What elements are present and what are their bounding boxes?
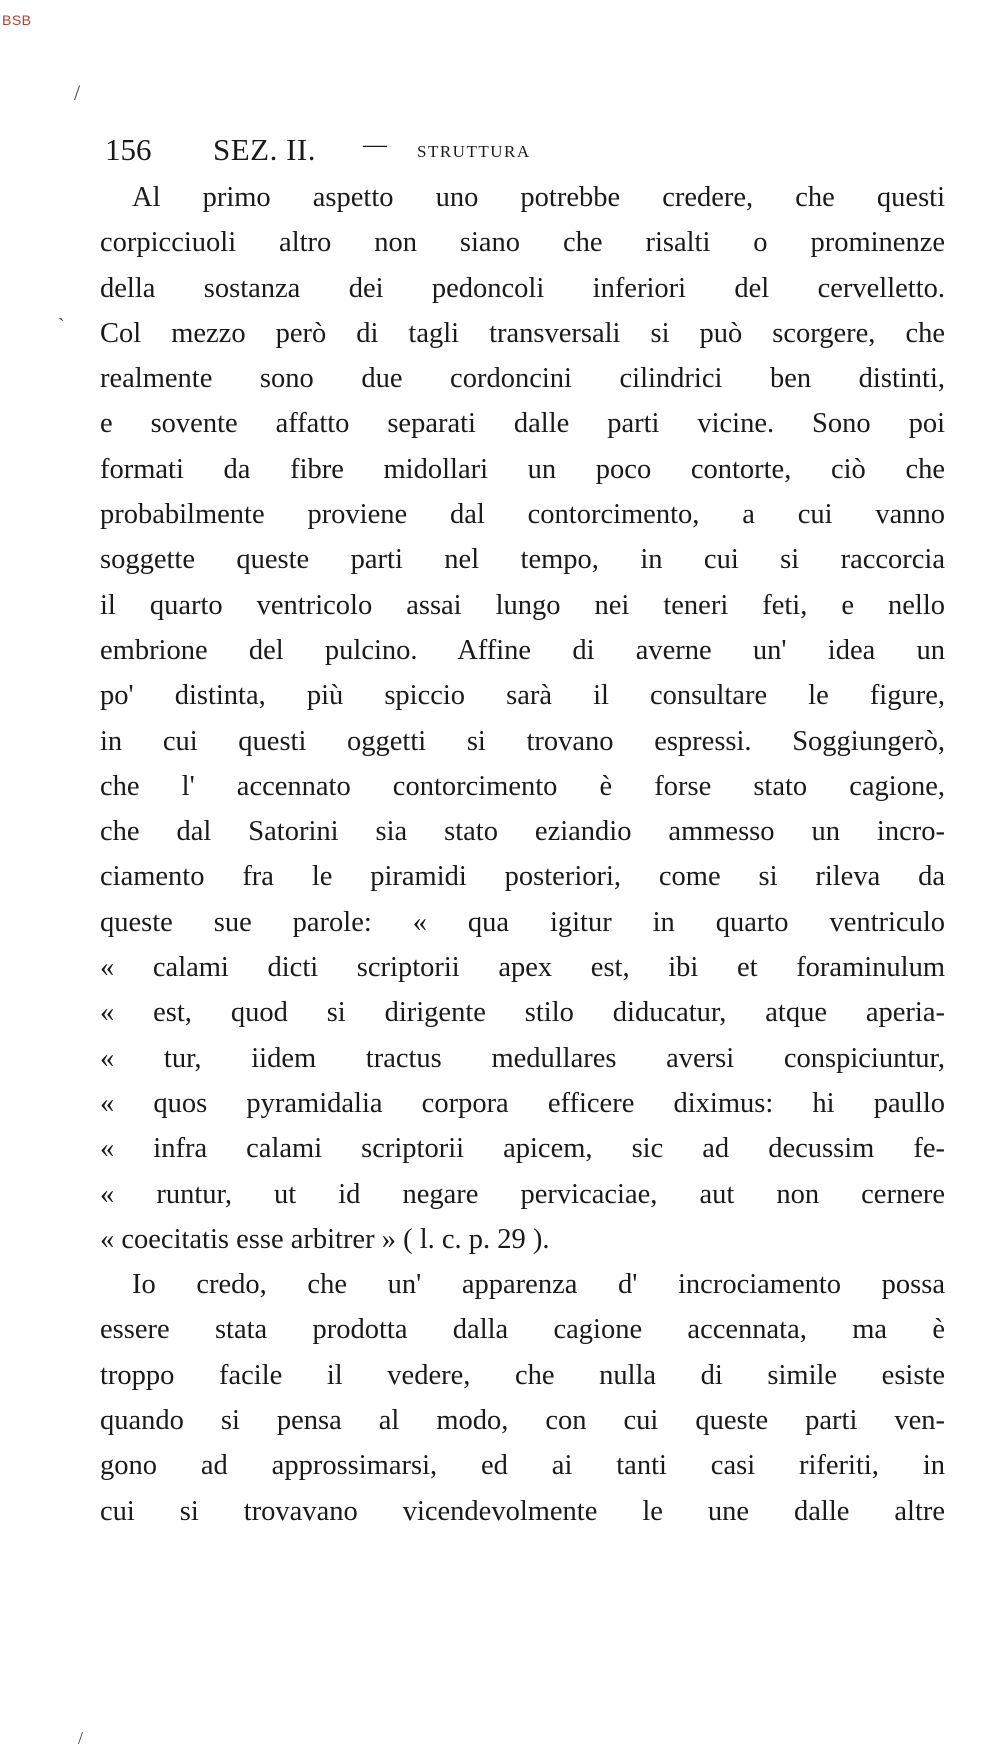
body-text [100,175,945,1534]
text-line: che l' accennato contorcimento è forse stato cagione, [100,770,945,802]
text-line: ciamento fra le piramidi posteriori, come si rileva da [100,861,945,893]
library-mark: BSB [2,12,32,28]
text-line: gono ad approssimarsi, ed ai tanti casi riferiti, in [100,1450,945,1482]
text-line: Col mezzo però di tagli transversali si può scorgere, che [100,317,945,349]
page-number: 156 [105,132,152,167]
text-line: embrione del pulcino. Affine di averne un' idea un [100,634,945,666]
text-line: troppo facile il vedere, che nulla di simile esiste [100,1359,945,1391]
text-line: e sovente affatto separati dalle parti vicine. Sono poi [100,408,945,440]
text-line: che dal Satorini sia stato eziandio ammesso un incro- [100,816,945,848]
text-line: Al primo aspetto uno potrebbe credere, che questi [132,182,945,213]
text-line: realmente sono due cordoncini cilindrici ben distinti, [100,363,945,395]
text-line: « quos pyramidalia corpora efficere diximus: hi paullo [100,1087,945,1119]
text-line: corpicciuoli altro non siano che risalti o prominenze [100,227,945,259]
stray-mark: / [78,1728,84,1748]
text-line: queste sue parole: « qua igitur in quarto ventriculo [100,906,945,938]
text-line: quando si pensa al modo, con cui queste parti ven- [100,1405,945,1437]
text-line: in cui questi oggetti si trovano espressi. Soggiungerò, [100,725,945,757]
text-line: formati da fibre midollari un poco contorte, ciò che [100,453,945,485]
text-line: « est, quod si dirigente stilo diducatur, atque aperia- [100,997,945,1029]
text-line: Io credo, che un' apparenza d' incrociamento possa [132,1269,945,1301]
running-header [105,132,945,172]
stray-mark: / [74,80,81,105]
text-line: « coecitatis esse arbitrer » ( l. c. p. 29 ). [100,1223,550,1255]
text-line: « runtur, ut id negare pervicaciae, aut non cernere [100,1178,945,1210]
text-line: soggette queste parti nel tempo, in cui si raccorcia [100,544,945,576]
text-line: « tur, iidem tractus medullares aversi conspiciuntur, [100,1042,945,1074]
text-line: probabilmente proviene dal contorcimento, a cui vanno [100,499,945,531]
stray-mark: ` [58,315,65,337]
text-line: il quarto ventricolo assai lungo nei teneri feti, e nello [100,589,945,621]
header-dash: — [363,132,387,158]
text-line: cui si trovavano vicendevolmente le une dalle altre [100,1495,945,1527]
running-title: STRUTTURA [417,142,531,161]
text-line: della sostanza dei pedoncoli inferiori del cervelletto. [100,272,945,304]
section-label: SEZ. II. [213,132,317,167]
text-line: po' distinta, più spiccio sarà il consultare le figure, [100,680,945,712]
text-line: « calami dicti scriptorii apex est, ibi et foraminulum [100,952,945,984]
text-line: « infra calami scriptorii apicem, sic ad decussim fe- [100,1133,945,1165]
text-line: essere stata prodotta dalla cagione accennata, ma è [100,1314,945,1346]
